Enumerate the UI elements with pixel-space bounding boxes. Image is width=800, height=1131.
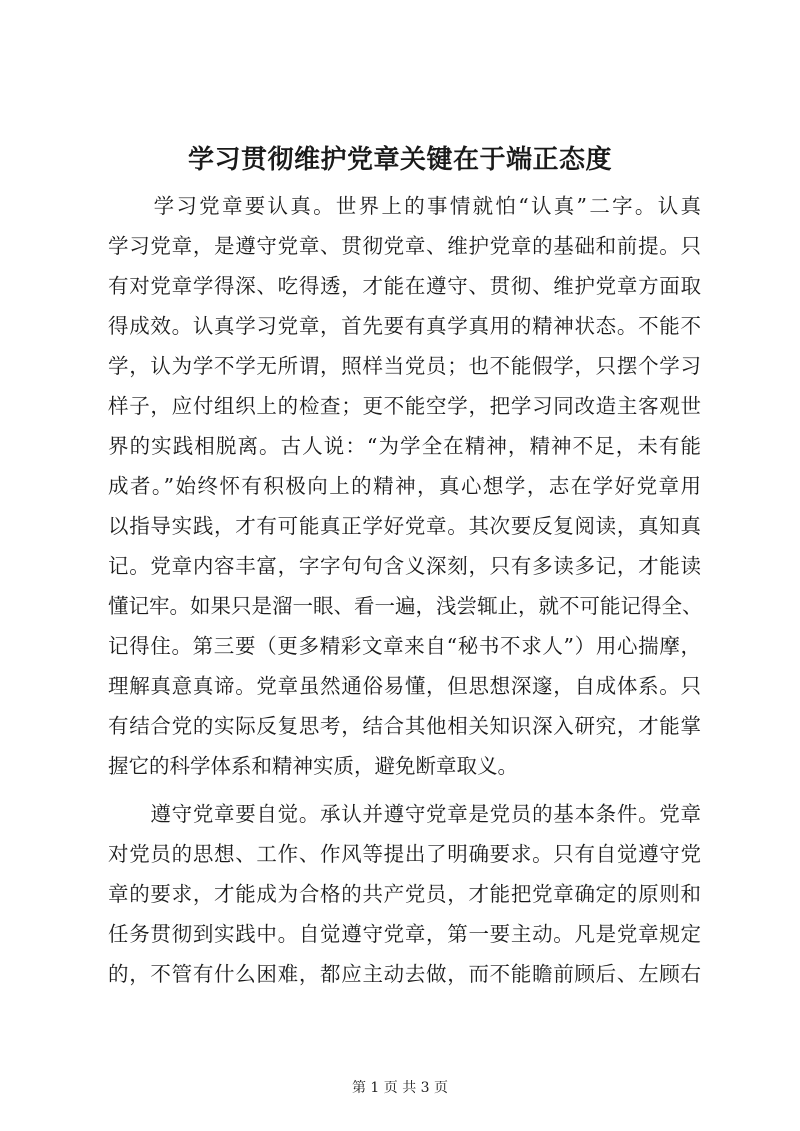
text-line: 有对党章学得深、吃得透，才能在遵守、贯彻、维护党章方面取 bbox=[108, 274, 701, 298]
text-line: 学习党章，是遵守党章、贯彻党章、维护党章的基础和前提。只 bbox=[108, 234, 701, 258]
text-line: 成者。”始终怀有积极向上的精神，真心想学，志在学好党章用 bbox=[108, 474, 701, 498]
text-line: 得成效。认真学习党章，首先要有真学真用的精神状态。不能不 bbox=[108, 314, 701, 338]
document-body bbox=[108, 186, 701, 994]
text-line: 握它的科学体系和精神实质，避免断章取义。 bbox=[108, 754, 518, 778]
paragraph-1 bbox=[108, 186, 701, 786]
document-title: 学习贯彻维护党章关键在于端正态度 bbox=[187, 145, 612, 175]
text-line: 界的实践相脱离。古人说：“为学全在精神，精神不足，未有能 bbox=[108, 434, 701, 458]
text-line: 遵守党章要自觉。承认并遵守党章是党员的基本条件。党章 bbox=[108, 802, 701, 826]
paragraph-2 bbox=[108, 794, 701, 994]
text-line: 懂记牢。如果只是溜一眼、看一遍，浅尝辄止，就不可能记得全、 bbox=[108, 594, 703, 618]
text-line: 学，认为学不学无所谓，照样当党员；也不能假学，只摆个学习 bbox=[108, 354, 701, 378]
text-line: 的，不管有什么困难，都应主动去做，而不能瞻前顾后、左顾右 bbox=[108, 962, 701, 986]
text-line: 任务贯彻到实践中。自觉遵守党章，第一要主动。凡是党章规定 bbox=[108, 922, 701, 946]
text-line: 记。党章内容丰富，字字句句含义深刻，只有多读多记，才能读 bbox=[108, 554, 701, 578]
text-line: 以指导实践，才有可能真正学好党章。其次要反复阅读，真知真 bbox=[108, 514, 701, 538]
text-line: 样子，应付组织上的检查；更不能空学，把学习同改造主客观世 bbox=[108, 394, 701, 418]
text-line: 记得住。第三要（更多精彩文章来自“秘书不求人”）用心揣摩， bbox=[108, 634, 701, 658]
page-footer: 第 1 页 共 3 页 bbox=[351, 1080, 449, 1096]
text-line: 章的要求，才能成为合格的共产党员，才能把党章确定的原则和 bbox=[108, 882, 701, 906]
paragraph-spacer bbox=[108, 786, 701, 794]
text-line: 对党员的思想、工作、作风等提出了明确要求。只有自觉遵守党 bbox=[108, 842, 701, 866]
text-line: 理解真意真谛。党章虽然通俗易懂，但思想深邃，自成体系。只 bbox=[108, 674, 701, 698]
text-line: 学习党章要认真。世界上的事情就怕“认真”二字。认真 bbox=[108, 194, 701, 218]
text-line: 有结合党的实际反复思考，结合其他相关知识深入研究，才能掌 bbox=[108, 714, 701, 738]
